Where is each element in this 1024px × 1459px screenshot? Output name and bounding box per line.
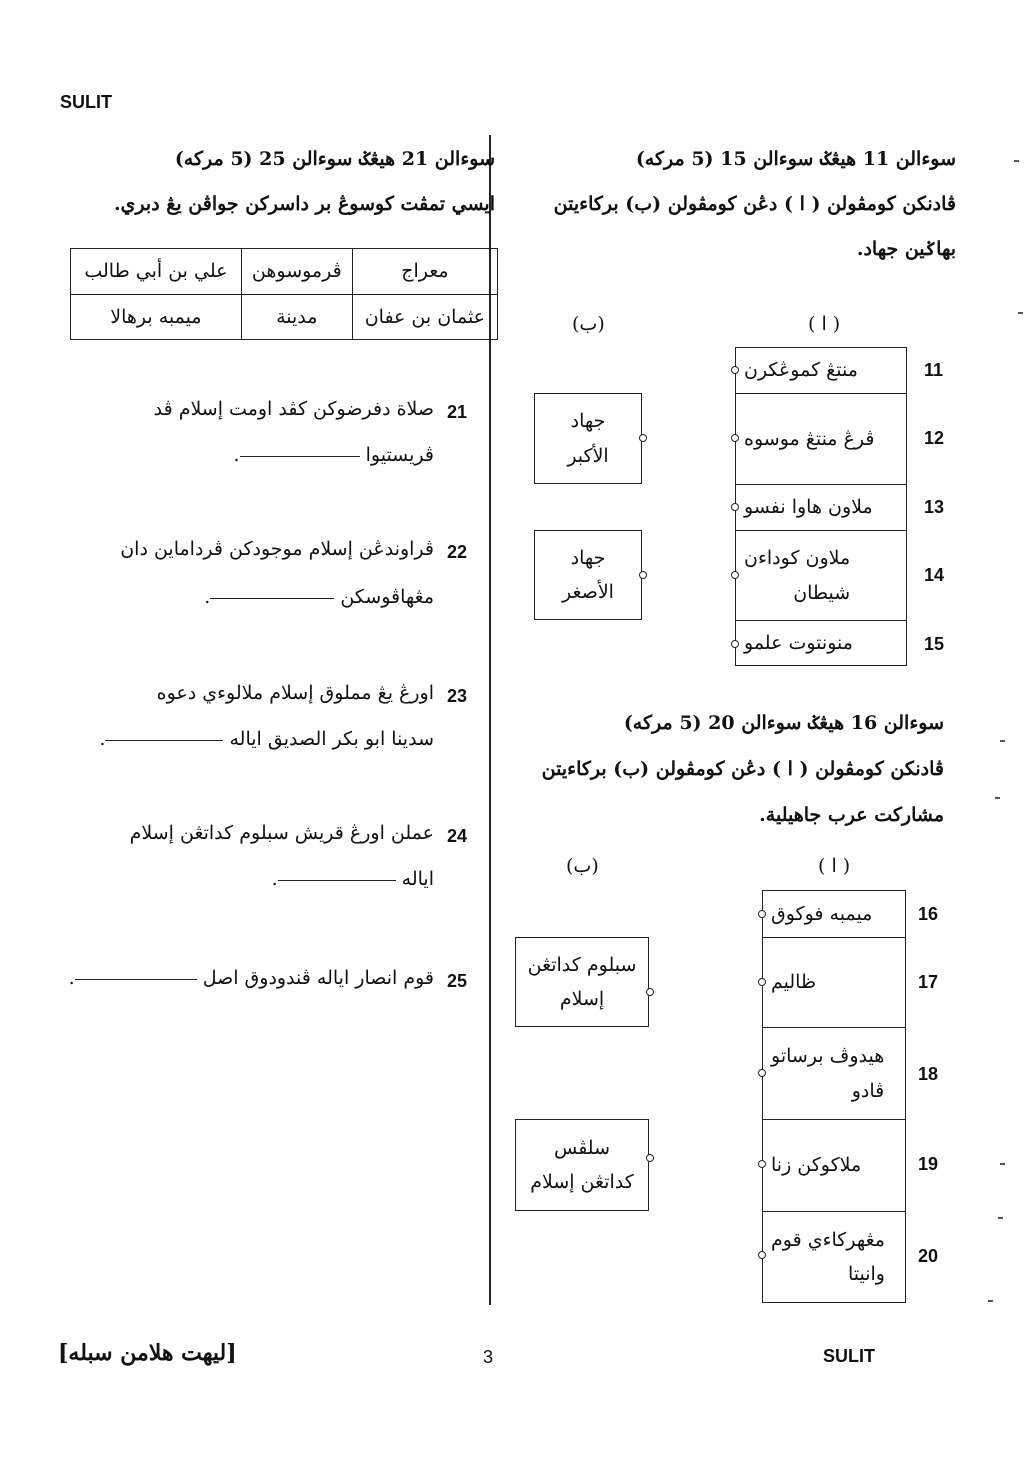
match-dot[interactable] xyxy=(758,1069,766,1077)
question-number-22: 22 xyxy=(447,542,468,562)
table-cell: علي بن أبي طالب xyxy=(71,249,242,295)
page-number: 3 xyxy=(483,1347,494,1367)
table-row xyxy=(71,249,498,295)
option-dot[interactable] xyxy=(639,434,647,442)
match-item-19: ملاكوكن زنا xyxy=(762,1119,906,1211)
sulit-bottom-label: SULIT xyxy=(823,1346,875,1366)
answer-blank-25[interactable] xyxy=(75,978,197,980)
question-24-line-1: عملن اورڠ قريش سبلوم كداتڠن إسلام xyxy=(129,822,434,844)
question-21-line-1: صلاة دفرضوكن كڤد اومت إسلام ڤد xyxy=(153,398,434,420)
match-dot[interactable] xyxy=(758,978,766,986)
table-cell: معراج xyxy=(352,249,497,295)
item-number: 13 xyxy=(924,497,945,517)
match-item-20: مڠهركاءي قوم وانيتا xyxy=(762,1211,906,1303)
item-number: 12 xyxy=(924,428,945,448)
match-dot[interactable] xyxy=(731,571,739,579)
section-c-heading: سوءالن 21 هيڠݢ سوءالن 25 (5 مركه) xyxy=(174,148,495,170)
section-b-col-b-label: (ب) xyxy=(566,855,599,877)
answer-blank-24[interactable] xyxy=(278,879,396,881)
section-b-instruction-2: مشاركت عرب جاهيلية. xyxy=(759,804,944,826)
item-number: 11 xyxy=(924,360,944,380)
question-number-25: 25 xyxy=(447,971,468,991)
section-b-heading: سوءالن 16 هيڠݢ سوءالن 20 (5 مركه) xyxy=(623,712,944,734)
match-option-before-islam: سبلوم كداتڠن إسلام xyxy=(515,937,649,1027)
answer-blank-23[interactable] xyxy=(105,739,223,741)
scan-mark xyxy=(988,1300,993,1302)
option-dot[interactable] xyxy=(646,988,654,996)
item-number: 18 xyxy=(918,1064,939,1084)
match-dot[interactable] xyxy=(731,366,739,374)
table-cell: ميمبه برهالا xyxy=(71,294,242,340)
question-25-line-1: قوم انصار اياله ڤندودوق اصل . xyxy=(68,967,434,989)
next-page-label: [ليهت هلامن سبله] xyxy=(58,1340,237,1366)
match-item-15: منونتوت علمو xyxy=(735,620,907,666)
item-number: 16 xyxy=(918,904,939,924)
match-option-jihad-akbar: جهاد الأكبر xyxy=(534,393,642,484)
table-cell: ڤرموسوهن xyxy=(241,249,352,295)
match-item-17: ظاليم xyxy=(762,937,906,1027)
question-21-line-2: ڤريستيوا . xyxy=(233,444,434,466)
section-a-instruction-1: ڤادنكن كومڤولن ( ا ) دڠن كومڤولن (ب) بركاءيتن xyxy=(553,193,956,215)
match-dot[interactable] xyxy=(731,434,739,442)
table-cell: عثمان بن عفان xyxy=(352,294,497,340)
match-item-12: ڤرڠ منتڠ موسوه xyxy=(735,393,907,484)
match-option-jihad-asghar: جهاد الأصغر xyxy=(534,530,642,620)
question-22-line-2: مڠهاڤوسكن . xyxy=(204,586,434,608)
question-24-line-2: اياله . xyxy=(271,868,434,890)
sulit-top-label: SULIT xyxy=(60,92,112,112)
section-a-heading: سوءالن 11 هيڠݢ سوءالن 15 (5 مركه) xyxy=(635,148,956,170)
question-number-23: 23 xyxy=(447,686,468,706)
match-item-11: منتڠ كموڠكرن xyxy=(735,347,907,393)
section-a-col-a-label: ( ا ) xyxy=(808,313,841,335)
match-dot[interactable] xyxy=(731,503,739,511)
match-item-16: ميمبه فوكوق xyxy=(762,890,906,937)
match-item-18: هيدوڤ برساتو ڤادو xyxy=(762,1027,906,1119)
match-dot[interactable] xyxy=(758,910,766,918)
item-number: 20 xyxy=(918,1246,939,1266)
match-dot[interactable] xyxy=(758,1160,766,1168)
match-option-after-islam: سلڤس كداتڠن إسلام xyxy=(515,1119,649,1211)
option-dot[interactable] xyxy=(639,571,647,579)
match-item-14: ملاون كوداءن شيطان xyxy=(735,530,907,620)
section-b-col-a-label: ( ا ) xyxy=(818,855,851,877)
scan-mark xyxy=(1000,1163,1005,1165)
item-number: 19 xyxy=(918,1154,939,1174)
match-dot[interactable] xyxy=(758,1251,766,1259)
item-number: 17 xyxy=(918,972,939,992)
section-a-col-b-label: (ب) xyxy=(572,313,605,335)
scan-mark xyxy=(1018,312,1023,314)
question-number-21: 21 xyxy=(447,402,468,422)
scan-mark xyxy=(995,797,1000,799)
answer-blank-21[interactable] xyxy=(240,455,360,457)
scan-mark xyxy=(998,1217,1003,1219)
scan-mark xyxy=(1014,160,1019,162)
option-dot[interactable] xyxy=(646,1154,654,1162)
table-cell: مدينة xyxy=(241,294,352,340)
question-23-line-1: اورڠ يڠ مملوق إسلام ملالوءي دعوه xyxy=(156,682,434,704)
answer-bank-table xyxy=(70,248,498,340)
section-a-instruction-2: بهاݢين جهاد. xyxy=(856,238,956,260)
section-c-instruction: ايسي تمڤت كوسوڠ بر داسركن جواڤن يڠ دبري. xyxy=(113,193,495,215)
question-22-line-1: ڤراوندڠن إسلام موجودكن ڤرداماين دان xyxy=(120,538,434,560)
match-dot[interactable] xyxy=(731,640,739,648)
item-number: 14 xyxy=(924,565,945,585)
question-23-line-2: سدينا ابو بكر الصديق اياله . xyxy=(99,728,434,750)
answer-blank-22[interactable] xyxy=(210,597,334,599)
match-item-13: ملاون هاوا نفسو xyxy=(735,484,907,530)
scan-mark xyxy=(1000,740,1005,742)
question-number-24: 24 xyxy=(447,826,468,846)
item-number: 15 xyxy=(924,634,945,654)
table-row xyxy=(71,294,498,340)
section-b-instruction-1: ڤادنكن كومڤولن ( ا ) دڠن كومڤولن (ب) بركاءيتن xyxy=(541,758,944,780)
